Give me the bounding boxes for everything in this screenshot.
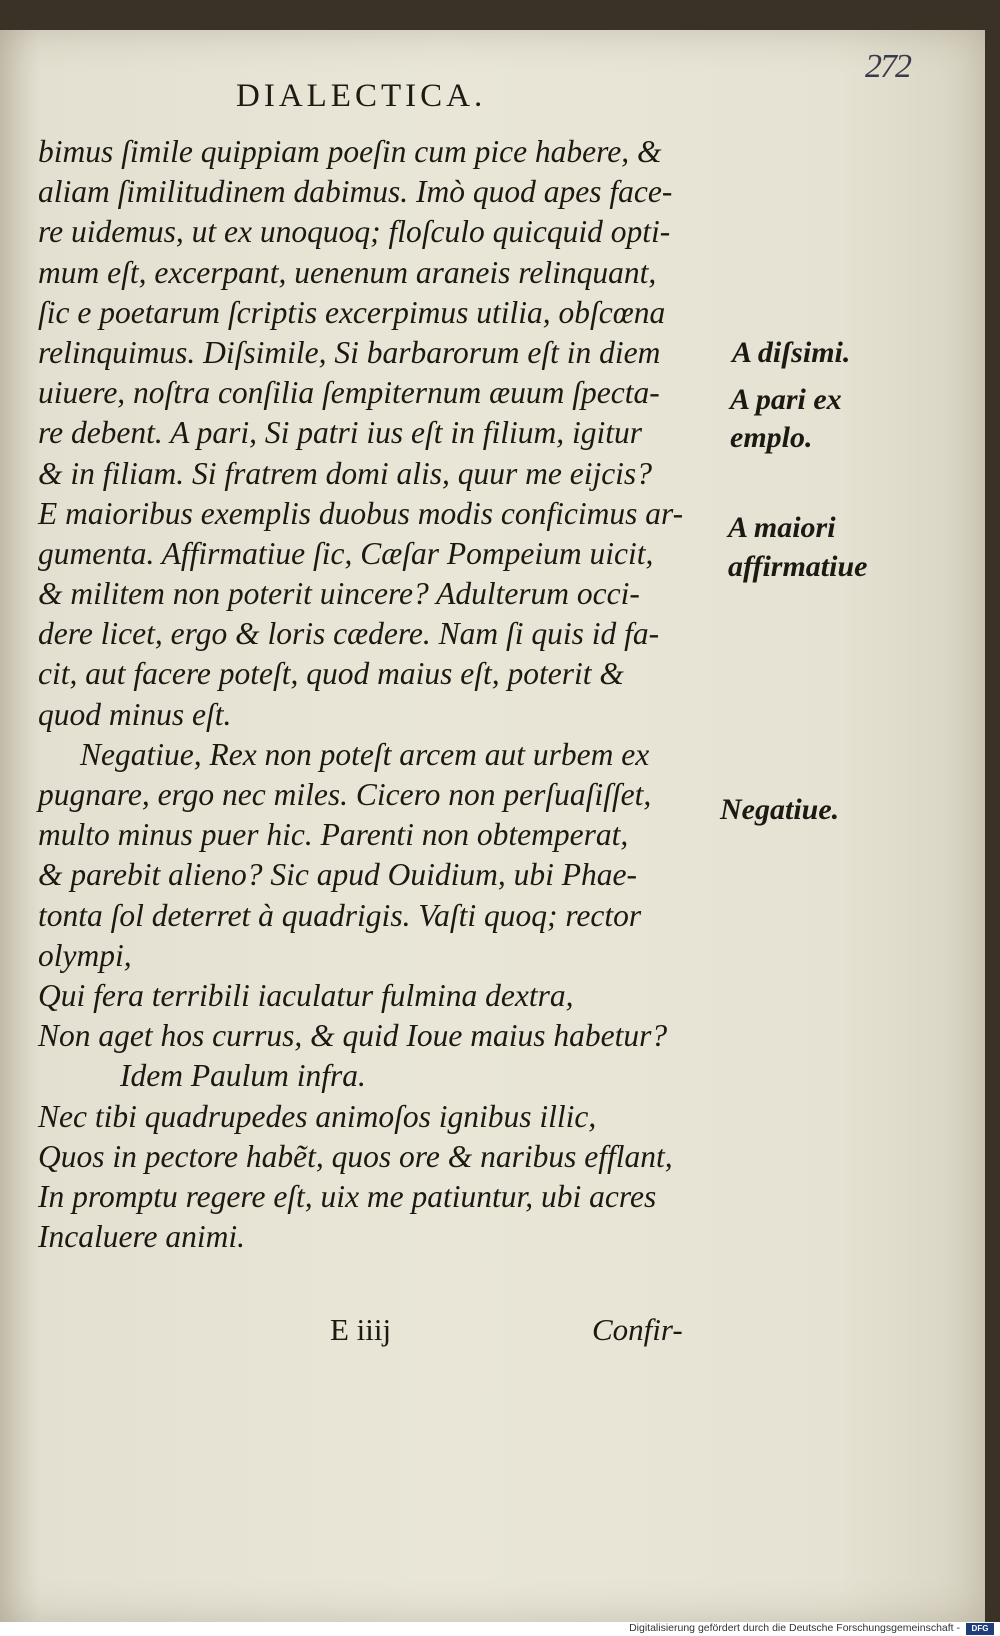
text-line: & parebit alieno? Sic apud Ouidium, ubi Phae- xyxy=(38,857,638,893)
signature-mark: E iiij xyxy=(330,1312,392,1347)
body-text xyxy=(38,132,728,1257)
margin-note-dissimili: A diſsimi. xyxy=(732,336,851,369)
verse-line: Incaluere animi. xyxy=(38,1219,246,1255)
margin-note-maiori: A maiori xyxy=(728,511,836,544)
text-line: & in filiam. Si fratrem domi alis, quur me eijcis? xyxy=(38,455,652,491)
margin-note-pari: A pari ex xyxy=(730,383,842,416)
verse-line: In promptu regere eſt, uix me patiuntur, ubi acres xyxy=(38,1178,657,1214)
text-line: multo minus puer hic. Parenti non obtemperat, xyxy=(38,817,629,853)
text-line: dere licet, ergo & loris cædere. Nam ſi quis id fa- xyxy=(38,616,660,652)
margin-note-negatiue: Negatiue. xyxy=(720,793,840,826)
text-line: quod minus eſt. xyxy=(38,696,232,732)
text-line: cit, aut facere poteſt, quod maius eſt, poterit & xyxy=(38,656,624,692)
text-line: tonta ſol deterret à quadrigis. Vaſti quoq; rector xyxy=(38,897,642,933)
footer-credit: Digitalisierung gefördert durch die Deutsche Forschungsgemeinschaft - xyxy=(629,1622,960,1634)
margin-note-maiori-cont: affirmatiue xyxy=(728,550,868,583)
verse-line: Quos in pectore habẽt, quos ore & naribus efflant, xyxy=(38,1138,673,1174)
catchline xyxy=(0,1312,1000,1356)
verse-line: Non aget hos currus, & quid Ioue maius habetur? xyxy=(38,1018,668,1054)
text-line: Idem Paulum infra. xyxy=(120,1058,366,1094)
text-line: uiuere, noſtra conſilia ſempiternum æuum ſpecta- xyxy=(38,375,660,411)
text-line: E maioribus exemplis duobus modis conficimus ar- xyxy=(38,495,684,531)
footer-bar xyxy=(0,1622,1000,1636)
text-line: gumenta. Affirmatiue ſic, Cæſar Pompeium uicit, xyxy=(38,535,654,571)
text-line: ſic e poetarum ſcriptis excerpimus utilia, obſcœna xyxy=(38,294,666,330)
text-line: olympi, xyxy=(38,937,132,973)
dfg-logo-icon: DFG xyxy=(966,1623,994,1635)
verse-line: Qui fera terribili iaculatur fulmina dextra, xyxy=(38,977,574,1013)
text-line: mum eſt, excerpant, uenenum araneis relinquant, xyxy=(38,254,657,290)
verse-line: Nec tibi quadrupedes animoſos ignibus illic, xyxy=(38,1098,597,1134)
text-line: re uidemus, ut ex unoquoq; floſculo quicquid opti- xyxy=(38,214,671,250)
running-head: DIALECTICA. xyxy=(236,78,487,114)
text-line: relinquimus. Diſsimile, Si barbarorum eſt in diem xyxy=(38,334,661,370)
catchword: Confir- xyxy=(592,1312,683,1347)
text-line: re debent. A pari, Si patri ius eſt in filium, igitur xyxy=(38,415,643,451)
text-line: Negatiue, Rex non poteſt arcem aut urbem ex xyxy=(80,736,650,772)
text-line: & militem non poterit uincere? Adulterum occi- xyxy=(38,576,640,612)
page-number: 272 xyxy=(865,48,910,85)
margin-note-pari-cont: emplo. xyxy=(730,421,813,454)
text-line: aliam ſimilitudinem dabimus. Imò quod apes face- xyxy=(38,174,673,210)
text-line: bimus ſimile quippiam poeſin cum pice habere, & xyxy=(38,134,662,169)
text-line: pugnare, ergo nec miles. Cicero non perſuaſiſſet, xyxy=(38,777,652,812)
